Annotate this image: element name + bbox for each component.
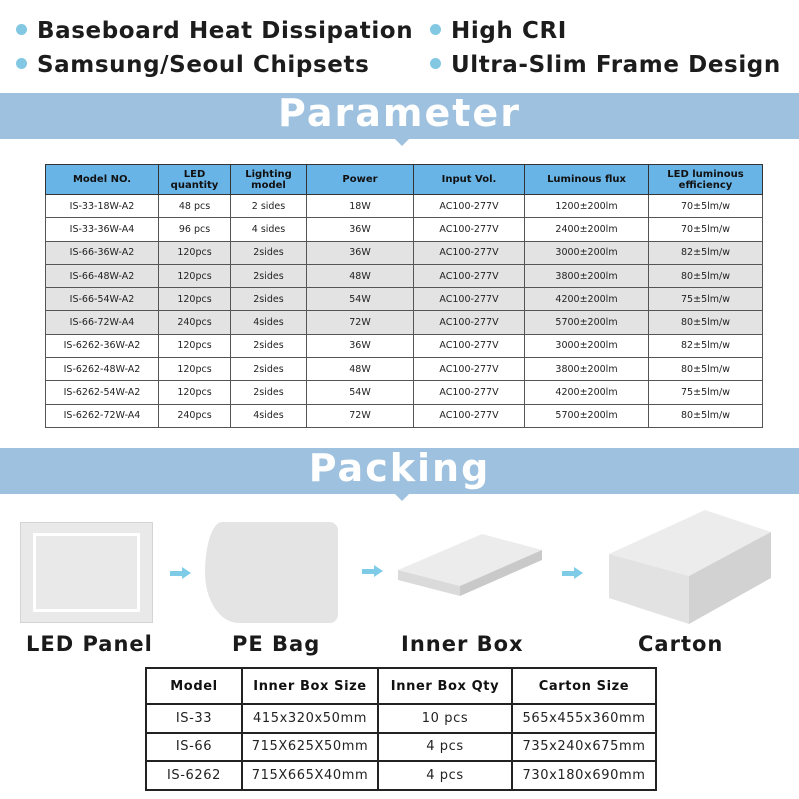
panel-frame: [33, 533, 140, 612]
table-cell: 4 pcs: [378, 761, 512, 790]
step-label-inner-box: Inner Box: [401, 632, 524, 656]
table-cell: 4 sides: [231, 218, 307, 241]
table-row: [146, 733, 656, 762]
table-cell: 80±5lm/w: [649, 311, 763, 334]
packing-table: [145, 667, 657, 791]
header-cell: Inner Box Qty: [378, 668, 512, 704]
table-cell: 48W: [307, 264, 414, 287]
table-row: [46, 311, 763, 334]
feature-label: Baseboard Heat Dissipation: [37, 18, 414, 44]
table-cell: 2 sides: [231, 195, 307, 218]
table-cell: 4200±200lm: [525, 381, 649, 404]
packing-steps: [0, 500, 799, 660]
table-cell: 75±5lm/w: [649, 288, 763, 311]
table-cell: 3800±200lm: [525, 264, 649, 287]
arrow-right-icon: [362, 566, 382, 576]
table-cell: 2sides: [231, 334, 307, 357]
pe-bag-icon: [205, 522, 338, 623]
feature-item: [430, 52, 781, 78]
table-cell: 4sides: [231, 404, 307, 427]
header-cell: Input Vol.: [414, 165, 525, 195]
table-cell: IS-6262-72W-A4: [46, 404, 159, 427]
table-cell: 715X665X40mm: [242, 761, 378, 790]
table-cell: IS-6262-36W-A2: [46, 334, 159, 357]
inner-box-icon: [396, 530, 546, 600]
step-label-led-panel: LED Panel: [26, 632, 153, 656]
table-cell: 120pcs: [159, 381, 231, 404]
table-cell: AC100-277V: [414, 288, 525, 311]
table-cell: IS-6262-48W-A2: [46, 358, 159, 381]
table-row: [46, 358, 763, 381]
table-cell: IS-66-72W-A4: [46, 311, 159, 334]
packing-table-body: [146, 704, 656, 790]
table-cell: IS-66-48W-A2: [46, 264, 159, 287]
feature-label: High CRI: [451, 18, 567, 44]
table-cell: IS-66-36W-A2: [46, 241, 159, 264]
table-cell: 565x455x360mm: [512, 704, 656, 733]
table-cell: 715X625X50mm: [242, 733, 378, 762]
table-cell: AC100-277V: [414, 334, 525, 357]
table-cell: 70±5lm/w: [649, 218, 763, 241]
carton-icon: [605, 506, 775, 626]
table-row: [46, 195, 763, 218]
table-cell: 2400±200lm: [525, 218, 649, 241]
table-cell: 2sides: [231, 241, 307, 264]
table-cell: 3000±200lm: [525, 241, 649, 264]
banner-pointer-icon: [395, 139, 409, 146]
table-cell: 120pcs: [159, 241, 231, 264]
table-cell: 80±5lm/w: [649, 404, 763, 427]
table-cell: AC100-277V: [414, 358, 525, 381]
table-cell: 120pcs: [159, 264, 231, 287]
parameter-banner: [0, 93, 799, 139]
table-cell: AC100-277V: [414, 241, 525, 264]
parameter-title: Parameter: [278, 91, 521, 135]
table-cell: 2sides: [231, 264, 307, 287]
table-cell: 54W: [307, 381, 414, 404]
table-cell: 18W: [307, 195, 414, 218]
table-row: [146, 761, 656, 790]
table-cell: 120pcs: [159, 288, 231, 311]
table-cell: 2sides: [231, 381, 307, 404]
table-row: [46, 334, 763, 357]
table-cell: 54W: [307, 288, 414, 311]
table-cell: 120pcs: [159, 358, 231, 381]
feature-list: [0, 14, 799, 84]
parameter-header-row: [46, 165, 763, 195]
table-row: [46, 264, 763, 287]
table-row: [46, 218, 763, 241]
header-cell: Carton Size: [512, 668, 656, 704]
table-cell: 82±5lm/w: [649, 334, 763, 357]
table-cell: 70±5lm/w: [649, 195, 763, 218]
feature-label: Ultra-Slim Frame Design: [451, 52, 781, 78]
table-row: [46, 381, 763, 404]
table-cell: IS-33-36W-A4: [46, 218, 159, 241]
table-cell: 48W: [307, 358, 414, 381]
table-row: [46, 404, 763, 427]
header-cell: Model NO.: [46, 165, 159, 195]
led-panel-icon: [20, 522, 153, 623]
feature-item: [16, 18, 413, 44]
table-cell: 415x320x50mm: [242, 704, 378, 733]
bullet-dot-icon: [430, 58, 441, 69]
step-label-pe-bag: PE Bag: [232, 632, 321, 656]
header-cell: LED quantity: [159, 165, 231, 195]
bullet-dot-icon: [430, 24, 441, 35]
table-cell: AC100-277V: [414, 195, 525, 218]
arrow-right-icon: [170, 568, 190, 578]
packing-header-row: [146, 668, 656, 704]
table-cell: 96 pcs: [159, 218, 231, 241]
step-label-carton: Carton: [638, 632, 724, 656]
table-cell: 80±5lm/w: [649, 358, 763, 381]
table-cell: 36W: [307, 241, 414, 264]
table-cell: 36W: [307, 218, 414, 241]
header-cell: Luminous flux: [525, 165, 649, 195]
header-cell: Inner Box Size: [242, 668, 378, 704]
packing-title: Packing: [308, 446, 491, 490]
table-cell: 75±5lm/w: [649, 381, 763, 404]
header-cell: Model: [146, 668, 242, 704]
packing-banner: [0, 448, 799, 494]
table-cell: IS-6262-54W-A2: [46, 381, 159, 404]
table-cell: AC100-277V: [414, 264, 525, 287]
feature-item: [16, 52, 369, 78]
feature-item: [430, 18, 567, 44]
table-cell: 10 pcs: [378, 704, 512, 733]
header-cell: Power: [307, 165, 414, 195]
table-cell: 72W: [307, 404, 414, 427]
table-cell: 72W: [307, 311, 414, 334]
table-cell: IS-33-18W-A2: [46, 195, 159, 218]
table-cell: 36W: [307, 334, 414, 357]
table-cell: 48 pcs: [159, 195, 231, 218]
header-cell: LED luminous efficiency: [649, 165, 763, 195]
table-cell: 5700±200lm: [525, 311, 649, 334]
table-cell: 80±5lm/w: [649, 264, 763, 287]
table-cell: 730x180x690mm: [512, 761, 656, 790]
table-cell: AC100-277V: [414, 404, 525, 427]
parameter-table: [45, 164, 763, 428]
table-row: [146, 704, 656, 733]
table-cell: 240pcs: [159, 311, 231, 334]
table-cell: 5700±200lm: [525, 404, 649, 427]
table-cell: 3000±200lm: [525, 334, 649, 357]
table-cell: 240pcs: [159, 404, 231, 427]
table-cell: IS-66: [146, 733, 242, 762]
table-cell: AC100-277V: [414, 381, 525, 404]
table-cell: 82±5lm/w: [649, 241, 763, 264]
header-cell: Lighting model: [231, 165, 307, 195]
table-cell: IS-66-54W-A2: [46, 288, 159, 311]
bullet-dot-icon: [16, 58, 27, 69]
table-cell: 4 pcs: [378, 733, 512, 762]
table-cell: 1200±200lm: [525, 195, 649, 218]
table-cell: 4sides: [231, 311, 307, 334]
table-cell: AC100-277V: [414, 218, 525, 241]
parameter-table-body: [46, 195, 763, 428]
table-cell: 3800±200lm: [525, 358, 649, 381]
table-cell: 2sides: [231, 288, 307, 311]
table-row: [46, 288, 763, 311]
arrow-right-icon: [562, 568, 582, 578]
feature-label: Samsung/Seoul Chipsets: [37, 52, 370, 78]
bullet-dot-icon: [16, 24, 27, 35]
table-cell: 2sides: [231, 358, 307, 381]
table-cell: IS-33: [146, 704, 242, 733]
table-cell: IS-6262: [146, 761, 242, 790]
table-cell: 120pcs: [159, 334, 231, 357]
table-cell: 735x240x675mm: [512, 733, 656, 762]
table-row: [46, 241, 763, 264]
table-cell: AC100-277V: [414, 311, 525, 334]
table-cell: 4200±200lm: [525, 288, 649, 311]
